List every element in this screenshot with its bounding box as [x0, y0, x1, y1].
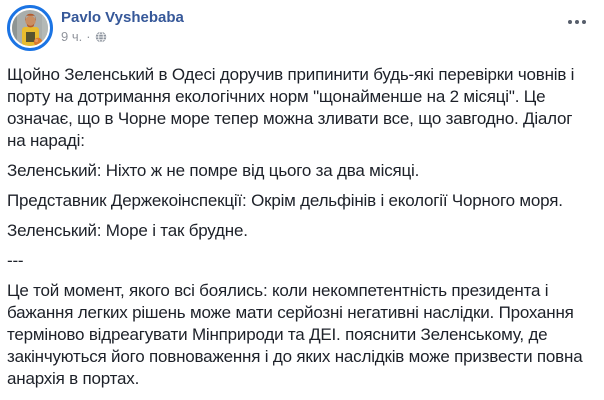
more-options-button[interactable]: [561, 8, 590, 31]
ellipsis-icon: [565, 20, 586, 24]
profile-photo: [12, 10, 48, 46]
post-paragraph: Зеленський: Море і так брудне.: [7, 221, 248, 240]
post-paragraph: Представник Держекоінспекції: Окрім дельфінів і екології Чорного моря.: [7, 191, 563, 210]
post-meta: [61, 29, 184, 44]
post-paragraph: Щойно Зеленський в Одесі доручив припинити будь-які перевірки човнів і порту на дотримання екологічних норм "щонайменше на 2 місяці". Це означає, що в Чорне море тепер можна зливати все, що завгодно. Діалог на нараді:: [7, 65, 575, 150]
post-paragraph: Це той момент, якого всі боялись: коли некомпетентність президента і бажання легких рішень може мати серйозні негативні наслідки. Прохання терміново відреагувати Мінприроди та ДЕІ. пояснити Зеленському, де закінчуються його повноваження і до яких наслідків може призвести повна анархія в портах.: [7, 281, 583, 388]
post-paragraph: Зеленський: Ніхто ж не помре від цього за два місяці.: [7, 161, 420, 180]
post-header: [7, 5, 596, 51]
privacy-globe-icon: [95, 31, 107, 43]
author-name-link[interactable]: Pavlo Vyshebaba: [61, 9, 184, 26]
avatar-illustration: [12, 10, 48, 46]
meta-separator: ·: [86, 29, 91, 44]
post-paragraph: ---: [7, 251, 24, 270]
post-timestamp-link[interactable]: 9 ч.: [61, 29, 83, 44]
post-content: [7, 64, 596, 390]
post-header-text: [61, 5, 184, 44]
profile-avatar[interactable]: [7, 5, 53, 51]
